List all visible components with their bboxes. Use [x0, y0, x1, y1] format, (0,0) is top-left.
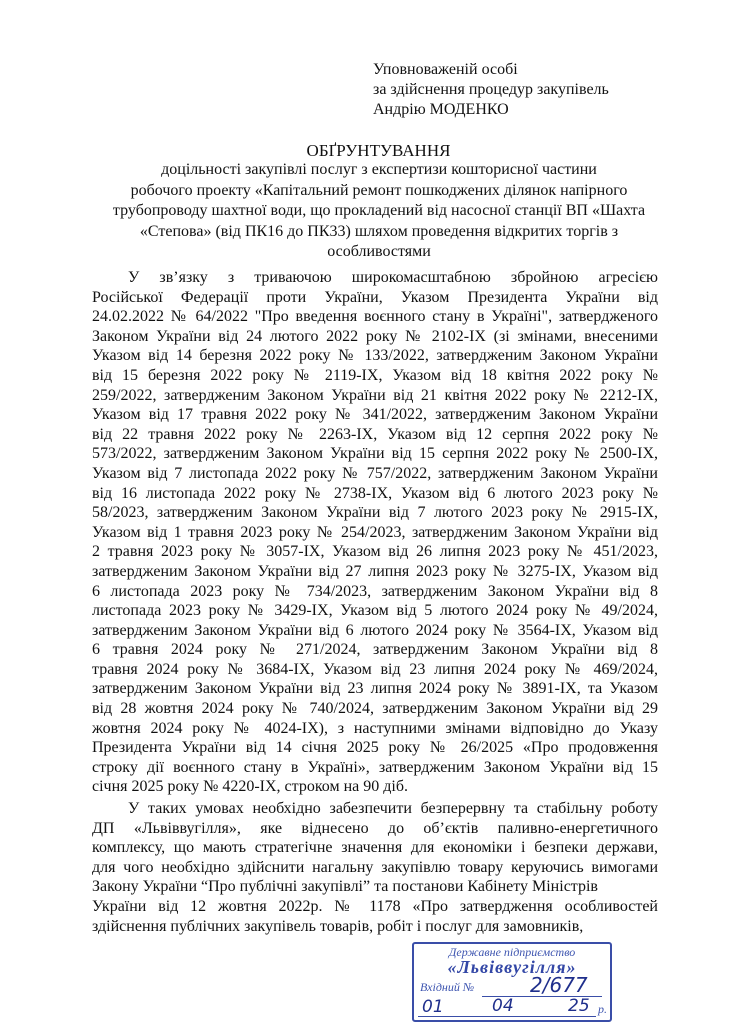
text-line: затвердженим Законом України від 27 липня 2023 року № 3275-IX, Указом від	[92, 562, 658, 580]
text-line: Указом від 1 травня 2023 року № 254/2023, затвердженим Законом України від	[92, 523, 658, 541]
text-line: ДП «Львіввугілля», яке віднесено до об’єктів паливно-енергетичного	[92, 819, 658, 837]
stamp-date-rule	[418, 1016, 596, 1017]
text-line: строку дії воєнного стану в Україні», затвердженим Законом України від 15	[92, 758, 658, 776]
subtitle-line: доцільності закупівлі послуг з експертизи кошторисної частини	[161, 161, 597, 178]
text-line: травня 2024 року № 3684-IX, Указом від 23 липня 2024 року № 469/2024,	[92, 660, 658, 678]
addressee-line-3: Андрію МОДЕНКО	[373, 101, 509, 118]
incoming-registration-stamp	[412, 942, 612, 1020]
stamp-date-year: 25	[568, 996, 590, 1016]
text-line: 24.02.2022 № 64/2022 "Про введення воєнного стану в Україні", затвердженого	[92, 308, 658, 326]
document-title: ОБҐРУНТУВАННЯ	[306, 141, 451, 160]
text-line: України від 12 жовтня 2022р. № 1178 «Про затвердження особливостей	[92, 898, 658, 915]
stamp-date-day: 01	[422, 997, 444, 1017]
stamp-incoming-number: 2/677	[530, 973, 588, 997]
text-line: 573/2022, затвердженим Законом України від 15 серпня 2022 року № 2500-IX,	[92, 445, 658, 463]
paragraph-2	[92, 799, 658, 936]
text-line: затвердженим Законом України від 6 лютого 2024 року № 3564-IX, Указом від	[92, 621, 658, 639]
text-line: 259/2022, затвердженим Законом України від 21 квітня 2022 року № 2212-IX,	[92, 386, 658, 404]
text-line: комплексу, що мають стратегічне значення для економіки і безпеки держави,	[92, 839, 658, 857]
text-line: січня 2025 року № 4220-IX, строком на 90 діб.	[92, 778, 408, 796]
addressee-block	[373, 60, 693, 120]
text-line: для чого необхідно здійснити нагальну закупівлю товару керуючись вимогами	[92, 858, 658, 876]
stamp-date-month: 04	[492, 996, 514, 1016]
subtitle-line: робочого проекту «Капітальний ремонт пошкоджених ділянок напірного	[130, 181, 628, 199]
subtitle-line: «Степова» (від ПК16 до ПК33) шляхом проведення відкритих торгів з	[139, 222, 619, 240]
text-line: 2 травня 2023 року № 3057-IX, Указом від 26 липня 2023 року № 451/2023,	[92, 543, 658, 561]
text-line: від 16 листопада 2022 року № 2738-IX, Указом від 6 лютого 2023 року №	[92, 484, 658, 502]
document-subtitle	[84, 160, 674, 263]
text-line: Російської Федерації проти України, Указом Президента України від	[92, 288, 658, 306]
text-line: від 22 травня 2022 року № 2263-IX, Указом від 12 серпня 2022 року №	[92, 425, 658, 443]
stamp-incoming-label: Вхідний №	[420, 980, 475, 994]
text-line: Закону України “Про публічні закупівлі” та постанови Кабінету Міністрів	[92, 878, 598, 896]
addressee-line-1: Уповноваженій особі	[373, 61, 518, 78]
stamp-organization: Державне підприємство	[448, 945, 576, 959]
text-line: Указом від 17 травня 2022 року № 341/2022, затвердженим Законом України	[92, 406, 658, 424]
text-line: жовтня 2024 року № 4024-IX), з наступними змінами відповідно до Указу	[92, 719, 658, 737]
text-line: листопада 2023 року № 3429-IX, Указом від 5 лютого 2024 року № 49/2024,	[92, 602, 658, 620]
subtitle-line: особливостями	[327, 243, 431, 260]
paragraph-1	[92, 268, 658, 797]
document-body	[92, 268, 658, 936]
stamp-company-name: «Львіввугілля»	[447, 957, 577, 977]
addressee-line-2: за здійснення процедур закупівель	[373, 81, 609, 98]
text-line: У зв’язку з триваючою широкомасштабною збройною агресією	[128, 269, 658, 286]
text-line: Указом від 14 березня 2022 року № 133/2022, затвердженим Законом України	[92, 347, 658, 365]
text-line: здійснення публічних закупівель товарів, робіт і послуг для замовників,	[92, 917, 584, 935]
text-line: Указом від 7 листопада 2022 року № 757/2022, затвердженим Законом України	[92, 464, 658, 482]
stamp-date-suffix: р.	[598, 1002, 607, 1016]
text-line: від 28 жовтня 2024 року № 740/2024, затвердженим Законом України від 29	[92, 700, 658, 718]
text-line: затвердженим Законом України від 23 липня 2024 року № 3891-IX, та Указом	[92, 680, 658, 698]
text-line: 6 травня 2024 року № 271/2024, затвердженим Законом України від 8	[92, 641, 658, 659]
text-line: від 15 березня 2022 року № 2119-IX, Указом від 18 квітня 2022 року №	[92, 366, 658, 384]
text-line: 58/2023, затвердженим Законом України від 7 лютого 2023 року № 2915-IX,	[92, 504, 658, 522]
text-line: Президента України від 14 січня 2025 року № 26/2025 «Про продовження	[92, 739, 658, 757]
text-line: Законом України від 24 лютого 2022 року № 2102-IX (зі змінами, внесеними	[92, 327, 658, 345]
text-line: У таких умовах необхідно забезпечити безперервну та стабільну роботу	[128, 800, 658, 818]
subtitle-line: трубопроводу шахтної води, що прокладений від насосної станції ВП «Шахта	[112, 202, 646, 219]
text-line: 6 листопада 2023 року № 734/2023, затвердженим Законом України від 8	[92, 582, 658, 600]
